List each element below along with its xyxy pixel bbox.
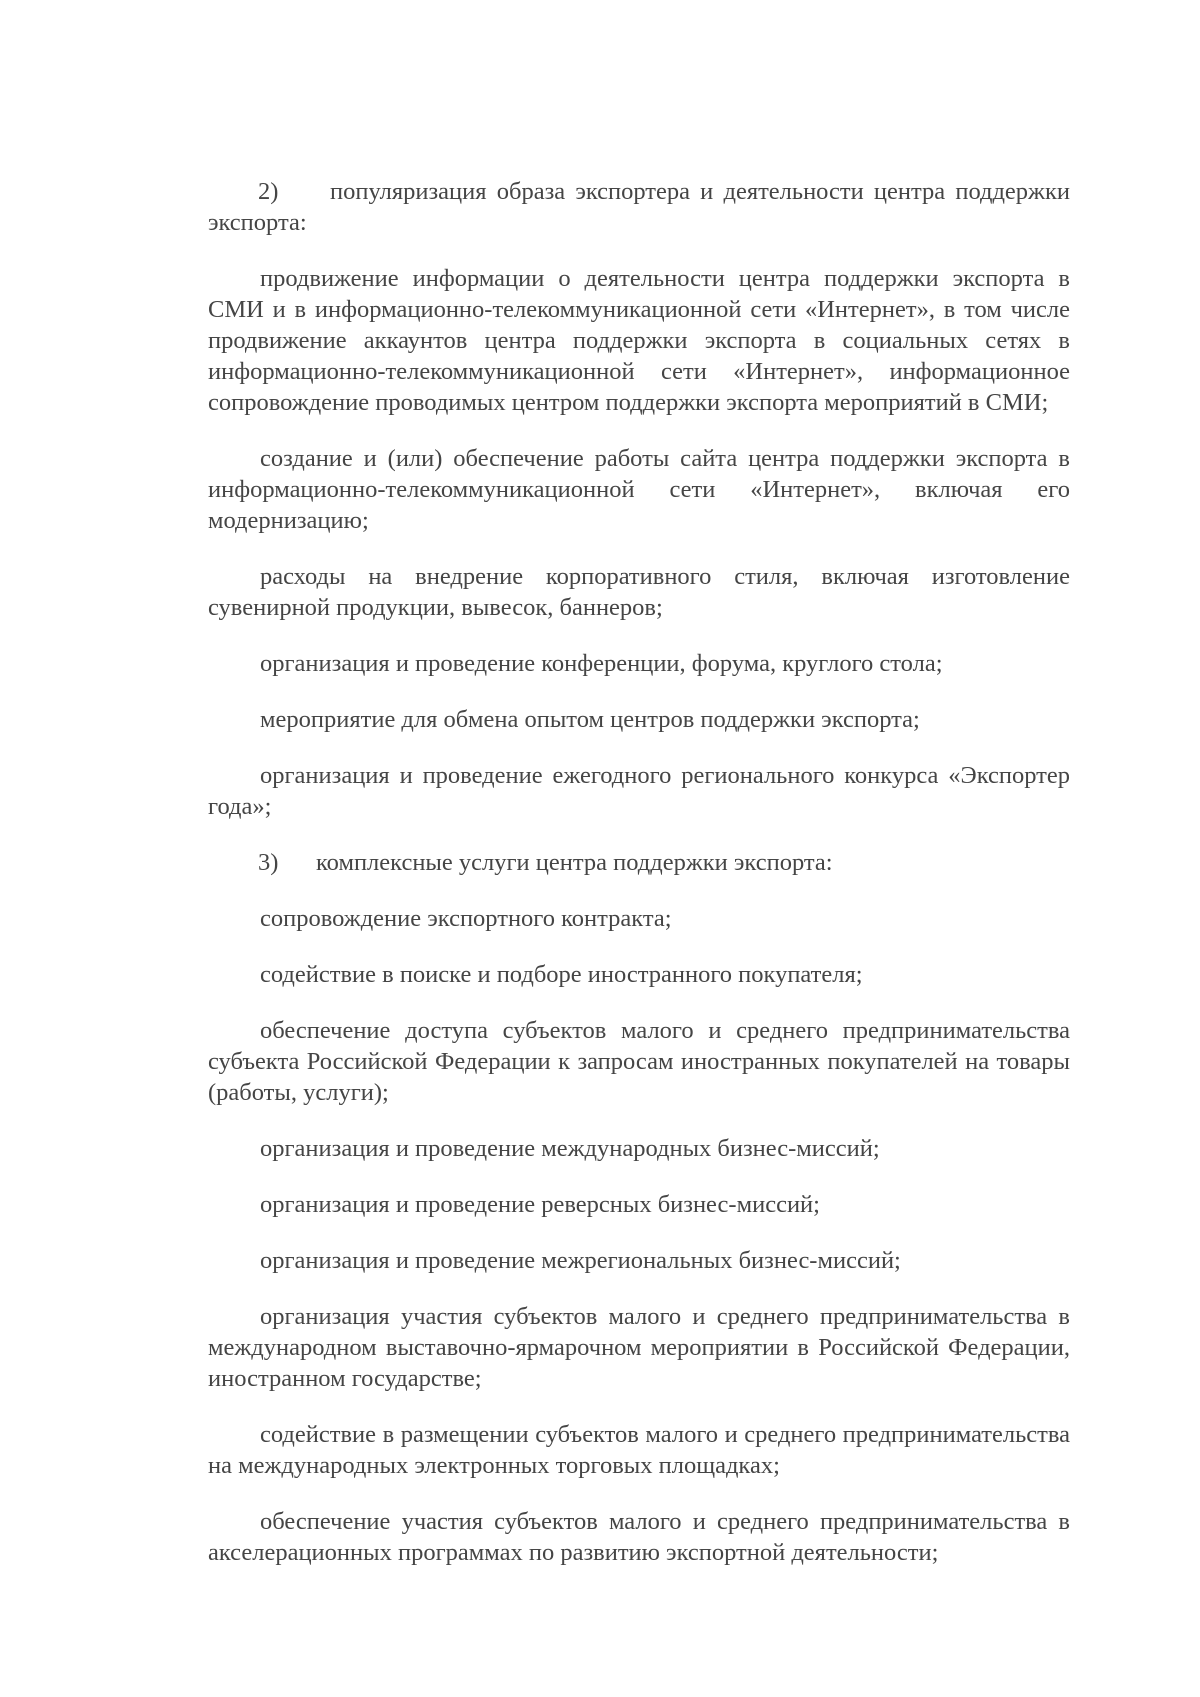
list-item: расходы на внедрение корпоративного стиля, включая изготовление сувенирной продукции, вывесок, баннеров;	[208, 563, 1070, 621]
list-item: мероприятие для обмена опытом центров поддержки экспорта;	[260, 706, 920, 733]
document-body	[208, 176, 1070, 1593]
list-item: создание и (или) обеспечение работы сайта центра поддержки экспорта в информационно-телекоммуникационной сети «Интернет», включая его модернизацию;	[208, 445, 1070, 534]
list-item: содействие в размещении субъектов малого и среднего предпринимательства на международных электронных торговых площадках;	[208, 1421, 1070, 1479]
list-item: обеспечение участия субъектов малого и среднего предпринимательства в акселерационных программах по развитию экспортной деятельности;	[208, 1508, 1070, 1566]
list-item: организация и проведение конференции, форума, круглого стола;	[260, 650, 943, 677]
list-item: содействие в поиске и подборе иностранного покупателя;	[260, 961, 863, 988]
list-item: обеспечение доступа субъектов малого и среднего предпринимательства субъекта Российской Федерации к запросам иностранных покупателей на товары (работы, услуги);	[208, 1017, 1070, 1106]
list-item: организация и проведение реверсных бизнес-миссий;	[260, 1191, 820, 1218]
list-item: организация и проведение ежегодного регионального конкурса «Экспортер года»;	[208, 762, 1070, 820]
list-item: продвижение информации о деятельности центра поддержки экспорта в СМИ и в информационно-телекоммуникационной сети «Интернет», в том числе продвижение аккаунтов центра поддержки экспорта в социальных сетях в информационно-телекоммуникационной сети «Интернет», информационное сопровождение проводимых центром поддержки экспорта мероприятий в СМИ;	[208, 265, 1070, 416]
section-3-number: 3)	[258, 849, 279, 876]
section-2-number: 2)	[258, 178, 279, 205]
list-item: организация участия субъектов малого и среднего предпринимательства в международном выставочно-ярмарочном мероприятии в Российской Федерации, иностранном государстве;	[208, 1303, 1070, 1392]
section-2-heading	[208, 176, 1070, 238]
list-item: сопровождение экспортного контракта;	[260, 905, 672, 932]
list-item: организация и проведение межрегиональных бизнес-миссий;	[260, 1247, 901, 1274]
section-3-heading	[208, 847, 1070, 878]
list-item: организация и проведение международных бизнес-миссий;	[260, 1135, 880, 1162]
section-3-heading-text: комплексные услуги центра поддержки экспорта:	[316, 849, 833, 876]
section-2-heading-text: популяризация образа экспортера и деятельности центра поддержки экспорта:	[208, 178, 1070, 236]
